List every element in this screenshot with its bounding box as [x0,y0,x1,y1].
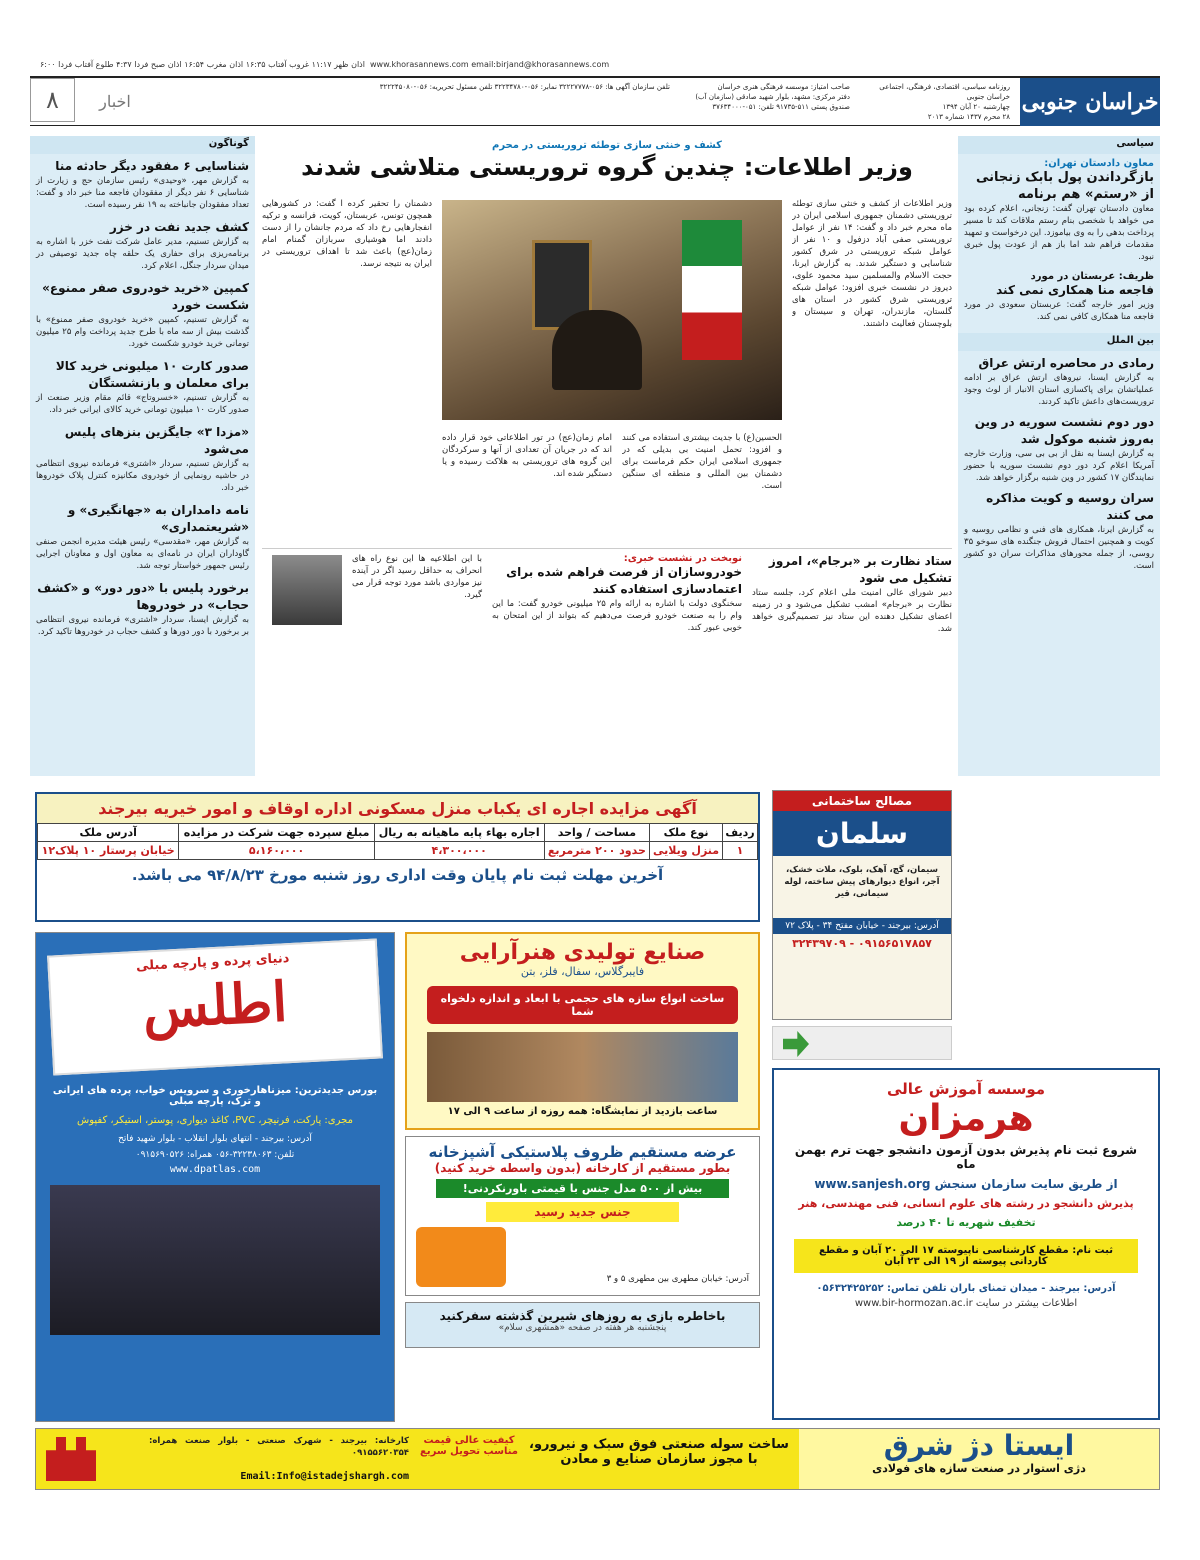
hamshahri-promo [772,1026,952,1060]
masthead-owner: صاحب امتیاز: موسسه فرهنگی هنری خراسان دفتر مرکزی: مشهد، بلوار شهید صادقی (سازمان آب) صندوق پستی ۵۱۱-۹۱۷۳۵ تلفن: ۰۵۱-۳۷۶۳۴۰۰۰ [695,83,850,111]
hormozan-title: هرمزان [898,1098,1034,1139]
article-kicker: ظریف: عربستان در مورد [1030,271,1154,282]
nostalgia-promo: باخاطره بازی به روزهای شیرین گذشته سفرکنید پنجشنبه هر هفته در صفحه «همشهری سلام» [405,1302,760,1348]
article-kicker: معاون دادستان تهران: [1044,158,1154,169]
sculpture-photo [427,1032,738,1102]
misc-item: صدور کارت ۱۰ میلیونی خرید کالا برای معلمان و بازنشستگان به گزارش تسنیم، «خسروتاج» قائم مقام وزیر صنعت از صدور کارت ۱۰ میلیون تومانی خرید کالای ایرانی خبر داد. [36,359,249,415]
main-body-3: امام زمان(عج) در تور اطلاعاتی خود قرار داده اند که در جریان آن تعدادی از آنها و سرکردگان این گروه های تروریستی به هلاکت رسیده و یا دستگیر شده اند. [442,433,612,479]
fortress-logo-icon [46,1437,96,1481]
article-headline: فاجعه منا همکاری نمی کند [996,283,1154,297]
basket-icon [416,1227,506,1287]
table-row: ۱ منزل ویلایی حدود ۲۰۰ مترمربع ۴،۳۰۰،۰۰۰ ۵،۱۶۰،۰۰۰ خیابان پرستار ۱۰ پلاک۱۲ [38,842,758,860]
misc-column-title: گوناگون [30,136,255,154]
article-body: به گزارش ایرنا، همکاری های فنی و نظامی روسیه و کویت و همچنین احتمال فروش جنگنده های سوخو ۳۵ روسی، از جمله محورهای مذاکرات سران دو کشور است. [964,525,1154,571]
masthead-desc: روزنامه سیاسی، اقتصادی، فرهنگی، اجتماعی خراسان جنوبی چهارشنبه ۲۰ آبان ۱۳۹۴ ۲۸ محرم ۱۴۳۷ شماره ۲۰۱۳ [879,83,1010,121]
salman-logo: سلمان [773,811,951,856]
hormozan-ad: موسسه آموزش عالی هرمزان شروع ثبت نام پذیرش بدون آزمون دانشجو جهت ترم بهمن ماه از طریق سایت سازمان سنجش www.sanjesh.org پذیرش دانشجو در رشته های علوم انسانی، فنی مهندسی، هنر تخفیف شهریه تا ۴۰ درصد ثبت نام: مقطع کارشناسی ناپیوسته ۱۷ الی ۲۰ آبان و مقطع کاردانی پیوسته از ۱۹ الی ۲۳ آبان آدرس: بیرجند - میدان تمنای باران تلفن تماس: ۰۵۶۳۲۴۲۵۲۵۲ اطلاعات بیشتر در سایت www.bir-hormozan.ac.ir [772,1068,1160,1420]
auction-deadline: آخرین مهلت ثبت نام پایان وقت اداری روز شنبه مورخ ۹۴/۸/۲۳ می باشد. [131,866,664,884]
masthead-phones: تلفن سازمان آگهی ها: ۰۵۶-۳۲۲۲۷۷۷۸ نمابر: ۰۵۶-۳۲۲۳۴۷۸۰ تلفن مسئول تحریریه: ۰۵۶-۳۲۲۲۴۵۰۸۰ [379,83,670,91]
misc-items [30,154,255,650]
table-header: ردیف نوع ملک مساحت / واحد اجاره بهاء پایه ماهیانه به ریال مبلغ سپرده جهت شرکت در مزایده آدرس ملک [38,824,758,842]
mid-stories [262,548,952,776]
salman-ad: مصالح ساختمانی سلمان سیمان، گچ، آهک، بلوک، ملات خشک، آجر، انواع دیوارهای پیش ساخته، لوله سیمانی، قیر آدرس: بیرجند - خیابان مفتح ۳۴ - پلاک ۷۲ ۰۹۱۵۶۵۱۷۸۵۷ - ۳۲۴۳۹۷۰۹ [772,790,952,1020]
politics-column-title: سیاسی [958,136,1160,154]
atlas-website: www.dpatlas.com [169,1164,261,1175]
article-body: به گزارش ایسنا به نقل از بی بی سی، وزارت خارجه آمریکا اعلام کرد دور دوم نشست سوریه با حضور نمایندگان ۱۷ کشور در وین شنبه برگزار خواهد شد. [964,449,1154,483]
misc-item: کشف جدید نفت در خزر به گزارش تسنیم، مدیر عامل شرکت نفت خزر با اشاره به برنامه‌ریزی برای حفاری یک حلقه چاه جدید توصیفی در میدان سردار جنگل، اعلام کرد. [36,220,249,271]
honar-arayi-ad: صنایع تولیدی هنرآرایی فایبرگلاس، سفال، فلز، بتن ساخت انواع سازه های حجمی با ابعاد و اندازه دلخواه شما ساعت بازدید از نمایشگاه: همه روزه از ساعت ۹ الی ۱۷ [405,932,760,1130]
iran-flag-icon [682,220,742,360]
auction-title: آگهی مزایده اجاره ای یکباب منزل مسکونی اداره اوقاف و امور خیریه بیرجند [37,794,758,823]
newspaper-logo: خراسان جنوبی [1020,78,1160,126]
main-body-4: الحسین(ع) با جدیت بیشتری استفاده می کنند و افزود: تحمل امنیت بی بدیلی که در جمهوری اسلامی ایران حکم فرماست برای دشمنان بین المللی و منطقه ای سنگین است. [622,433,782,491]
shop-front-photo [50,1185,380,1335]
article-body: به گزارش ایسنا، نیروهای ارتش عراق بر ادامه عملیاتشان برای پاکسازی استان الانبار از لوث وجود تروریست‌های داعش تاکید کردند. [964,373,1154,407]
article-headline: بازگرداندن پول بابک زنجانی از «رستم» هم برنامه [975,170,1154,202]
masthead [30,76,1160,126]
section-label: اخبار [99,91,131,111]
plastic-ad: عرضه مستقیم ظروف پلاستیکی آشپزخانه بطور مستقیم از کارخانه (بدون واسطه خرید کنید) بیش از ۵۰۰ مدل جنس با قیمتی باورنکردنی! جنس جدید رسید آدرس: خیابان مطهری بین مطهری ۵ و ۳ [405,1136,760,1296]
article-body: وزیر امور خارجه گفت: عربستان سعودی در مورد فاجعه منا همکاری کافی نمی کند. [964,300,1154,322]
ista-dezh-ad: ایستا دژ شرق دژی استوار در صنعت سازه های فولادی ساخت سوله صنعتی فوق سبک و نیرورو، با مجوز سازمان صنایع و معادن کیفیت عالی قیمت مناسب تحویل سریع کارخانه: بیرجند - شهرک صنعتی - بلوار صنعت همراه: ۰۹۱۵۵۶۲۰۳۵۴ Email:Info@istadejshargh.com [35,1428,1160,1490]
nobakht-body: با این اطلاعیه ها این نوع راه های انحراف به حداقل رسید اگر در آینده نیز مواردی باشد مورد توجه قرار می گیرد. [352,554,482,600]
barjam-story: ستاد نظارت بر «برجام»، امروز تشکیل می شود دبیر شورای عالی امنیت ملی اعلام کرد، جلسه ستاد نظارت بر «برجام» امشب تشکیل می‌شود و در زمینه اعضای تشکیل دهنده این ستاد نیز تصمیم‌گیری خواهد شد. [752,554,952,634]
azan-times: اذان ظهر ۱۱:۱۷ غروب آفتاب ۱۶:۳۵ اذان مغرب ۱۶:۵۴ اذان صبح فردا ۴:۳۷ طلوع آفتاب فردا ۶:۰۰ [40,60,365,69]
salman-phone: ۰۹۱۵۶۵۱۷۸۵۷ - ۳۲۴۳۹۷۰۹ [792,937,932,950]
site-email: www.khorasannews.com email:birjand@khorasannews.com [370,60,610,69]
main-kicker: کشف و خنثی سازی توطئه تروریستی در محرم [492,140,722,151]
atlas-logo-card: دنیای پرده و پارچه مبلی اطلس [47,938,383,1075]
article-headline: رمادی در محاصره ارتش عراق [978,356,1154,370]
misc-item: نامه دامداران به «جهانگیری» و «شریعتمداری» به گزارش مهر، «مقدسی» رئیس هیئت مدیره انجمن صنفی گاوداران ایران در نامه‌ای به معاون اول و معاونان اجرایی رئیس جمهور خواستار توجه شد. [36,503,249,571]
misc-column [30,136,255,776]
main-body-1: وزیر اطلاعات از کشف و خنثی سازی توطئه تروریستی دشمنان جمهوری اسلامی ایران در ماه محرم خبر داد و گفت: ۱۴ نفر از عوامل تروریستی صفی آباد دزفول و ۱۰ نفر از عوامل شبکه تروریستی در شرق کشور شناسایی و دستگیر شدند. به گزارش ایرنا، حجت الاسلام والمسلمین سید محمود علوی، دیروز در نشست خبری افزود: عوامل شبکه تروریستی شرق کشور در استان های گلستان، مازندران، تهران و سیستان و بلوچستان فعالیت داشتند. [792,199,952,329]
misc-item: کمپین «خرید خودروی صفر ممنوع» شکست خورد به گزارش تسنیم، کمپین «خرید خودروی صفر ممنوع» با گذشت بیش از سه ماه با طرح جدید پرداخت وام ۲۵ میلیون تومانی خرید خودرو شکست خورد. [36,281,249,349]
main-body-2: دشمنان را تحقیر کرده ا گفت: در کشورهایی همچون تونس، عربستان، کویت، فرانسه و ترکیه انفجارهایی رخ داد که مردم جانشان را از دست دادند اما هوشیاری سربازان گمنام امام زمان(عج) باعث شد تا اهداف تروریستی در ایران به نتیجه نرسد. [262,199,432,269]
ista-email: Email:Info@istadejshargh.com [240,1471,409,1482]
speaker-figure-icon [552,310,642,390]
auction-ad [35,792,760,922]
main-headline: وزیر اطلاعات: چندین گروه تروریستی متلاشی شدند [301,153,913,181]
arrow-right-icon [783,1031,809,1057]
hormozan-website: اطلاعات بیشتر در سایت www.bir-hormozan.ac.ir [854,1298,1078,1309]
article-headline: دور دوم نشست سوریه در وین به‌روز شنبه موکول شد [974,415,1154,446]
politics-column [958,136,1160,776]
auction-table [37,823,758,860]
article-headline: سران روسیه و کویت مذاکره می کنند [986,491,1154,522]
atlas-ad: دنیای پرده و پارچه مبلی اطلس بورس جدیدترین: میزناهارخوری و سرویس خواب، پرده های ایرانی و ترک، پارچه مبلی مجری: پارکت، فرنیچر، PVC، کاغذ دیواری، پوستر، استیکر، کفپوش آدرس: بیرجند - انتهای بلوار انقلاب - بلوار شهید فاتح تلفن: ۳۲۲۳۸۰۶۳-۰۵۶ همراه: ۰۹۱۵۶۹۰۵۲۶ www.dpatlas.com [35,932,395,1422]
misc-item: برخورد پلیس با «دور دور» و «کشف حجاب» در خودروها به گزارش ایسنا، سردار «اشتری» فرمانده نیروی انتظامی بر برخورد با دور دورها و کشف حجاب در خودروها تاکید کرد. [36,581,249,637]
page-number: ۸ [30,78,75,122]
intl-column-title: بین الملل [958,333,1160,351]
article-body: معاون دادستان تهران گفت: زنجانی، اعلام کرده بود می خواهد با شخصی بنام رستم ملاقات کند تا مسیر پرداخت بدهی را به وی بیاموزد. این درخواست و تمهید مقدمات فراهم شد اما باز هم از عودت پول خبری نبود. [964,204,1154,262]
nobakht-photo [272,555,342,625]
main-story [262,140,952,540]
nobakht-story: نوبخت در نشست خبری: خودروسازان از فرصت فراهم شده برای اعتمادسازی استفاده کنند سخنگوی دولت با اشاره به ارائه وام ۲۵ میلیونی خودرو گفت: ما این وام را به صنعت خودرو فرصت می‌دهیم که بتواند از این امتحان به خوبی عبور کند. [492,553,742,633]
misc-item: شناسایی ۶ مفقود دیگر حادثه منا به گزارش مهر، «وحیدی» رئیس سازمان حج و زیارت از شناسایی ۶ نفر دیگر از مفقودان فاجعه منا خبر داد و گفت: تعداد مفقودان جانباخته به ۱۹ نفر رسیده است. [36,159,249,210]
misc-item: «مزدا ۳» جایگزین بنزهای پلیس می‌شود به گزارش تسنیم، سردار «اشتری» فرمانده نیروی انتظامی در حاشیه رونمایی از خودروی مکانیزه کنترل پلاک خودروها خبر داد. [36,425,249,493]
top-info-bar [0,60,1200,74]
minister-photo [442,200,782,420]
